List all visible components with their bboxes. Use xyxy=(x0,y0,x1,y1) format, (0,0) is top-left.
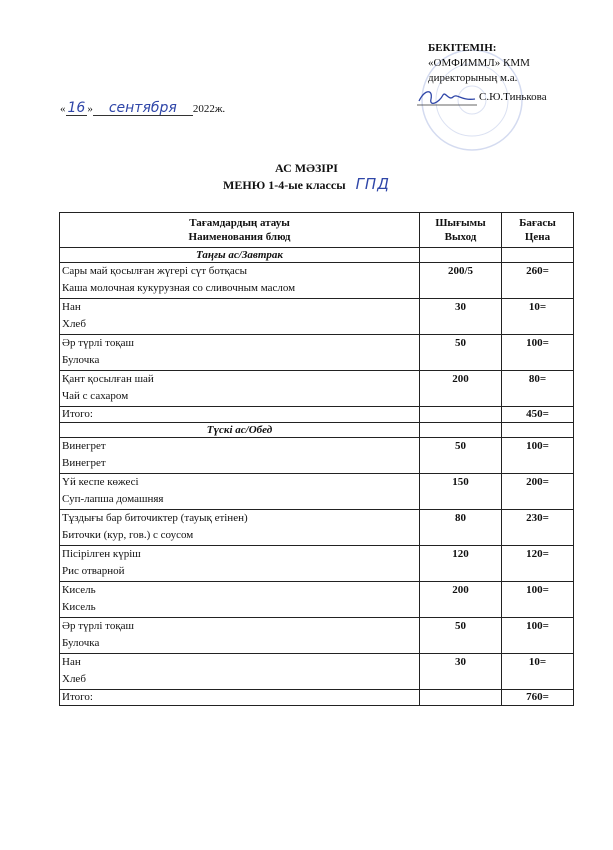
dish-name-kz: Әр түрлі тоқаш xyxy=(62,337,135,349)
dish-name-kz: Үй кеспе көжесі xyxy=(62,476,139,488)
dish-price: 200= xyxy=(502,474,574,510)
dish-yield: 200 xyxy=(420,371,502,407)
dish-name-ru: Кисель xyxy=(62,601,96,613)
dish-name-ru: Чай с сахаром xyxy=(62,390,129,402)
dish-name-ru: Каша молочная кукурузная со сливочным маслом xyxy=(62,282,296,294)
dish-name-kz: Винегрет xyxy=(62,440,106,452)
dish-yield: 50 xyxy=(420,618,502,654)
dish-name-ru: Булочка xyxy=(62,637,100,649)
header-price: Бағасы Цена xyxy=(502,213,574,248)
dish-price: 80= xyxy=(502,371,574,407)
dish-name-kz: Нан xyxy=(62,301,81,313)
section-label: Таңғы ас/Завтрак xyxy=(60,248,420,263)
date-day: 16 xyxy=(67,100,86,116)
approver-name: С.Ю.Тинькова xyxy=(479,91,547,103)
dish-price: 230= xyxy=(502,510,574,546)
dish-name-kz: Кисель xyxy=(62,584,96,596)
dish-yield: 150 xyxy=(420,474,502,510)
approval-heading: БЕКІТЕМІН: xyxy=(428,42,497,54)
dish-price: 100= xyxy=(502,438,574,474)
dish-name-kz: Әр түрлі тоқаш xyxy=(62,620,135,632)
table-row xyxy=(60,654,574,690)
dish-name-kz: Қант қосылған шай xyxy=(62,373,154,385)
total-label: Итого: xyxy=(60,690,420,706)
table-row xyxy=(60,510,574,546)
date-line xyxy=(60,101,225,116)
dish-yield: 200/5 xyxy=(420,263,502,299)
document-title: АС МӘЗІРІ xyxy=(275,161,338,175)
section-row-breakfast xyxy=(60,248,574,263)
total-label: Итого: xyxy=(60,407,420,423)
handwritten-signature xyxy=(417,87,477,109)
dish-yield: 30 xyxy=(420,654,502,690)
menu-table xyxy=(59,212,574,706)
header-dish-name: Тағамдардың атауы Наименования блюд xyxy=(60,213,420,248)
dish-yield: 80 xyxy=(420,510,502,546)
dish-name-kz: Нан xyxy=(62,656,81,668)
dish-name-kz: Пісірілген күріш xyxy=(62,548,141,560)
table-row xyxy=(60,546,574,582)
table-row xyxy=(60,618,574,654)
total-value: 760= xyxy=(502,690,574,706)
table-row xyxy=(60,474,574,510)
table-header-row xyxy=(60,213,574,248)
table-row xyxy=(60,335,574,371)
total-value: 450= xyxy=(502,407,574,423)
date-mid-quote: » xyxy=(87,103,93,115)
dish-name-ru: Хлеб xyxy=(62,318,86,330)
subtitle-text: МЕНЮ 1-4-ые классы xyxy=(223,178,346,192)
dish-name-kz: Сары май қосылған жүгері сүт ботқасы xyxy=(62,265,248,277)
dish-price: 260= xyxy=(502,263,574,299)
dish-price: 100= xyxy=(502,335,574,371)
dish-name-ru: Булочка xyxy=(62,354,100,366)
dish-yield: 50 xyxy=(420,335,502,371)
table-row xyxy=(60,582,574,618)
header-yield: Шығымы Выход xyxy=(420,213,502,248)
dish-price: 100= xyxy=(502,582,574,618)
dish-yield: 200 xyxy=(420,582,502,618)
dish-name-ru: Хлеб xyxy=(62,673,86,685)
table-row xyxy=(60,299,574,335)
total-row-lunch xyxy=(60,690,574,706)
section-row-lunch xyxy=(60,423,574,438)
dish-price: 10= xyxy=(502,654,574,690)
dish-price: 100= xyxy=(502,618,574,654)
dish-name-ru: Биточки (кур, гов.) с соусом xyxy=(62,529,194,541)
dish-name-ru: Винегрет xyxy=(62,457,106,469)
date-open-quote: « xyxy=(60,103,66,115)
approval-block xyxy=(428,41,530,86)
table-row xyxy=(60,371,574,407)
dish-yield: 50 xyxy=(420,438,502,474)
dish-name-kz: Тұздығы бар биточиктер (тауық етінен) xyxy=(62,512,248,524)
date-month: сентября xyxy=(93,101,193,116)
dish-name-ru: Суп-лапша домашняя xyxy=(62,493,164,505)
dish-price: 120= xyxy=(502,546,574,582)
total-row-breakfast xyxy=(60,407,574,423)
date-year: 2022ж. xyxy=(192,103,226,115)
handwritten-group: ГПД xyxy=(355,175,390,193)
approval-position: директорының м.а. xyxy=(428,72,518,84)
section-label: Түскі ас/Обед xyxy=(60,423,420,438)
table-row xyxy=(60,263,574,299)
table-row xyxy=(60,438,574,474)
dish-name-ru: Рис отварной xyxy=(62,565,125,577)
approval-org: «ОМФИММЛ» КММ xyxy=(428,57,530,69)
dish-yield: 120 xyxy=(420,546,502,582)
dish-yield: 30 xyxy=(420,299,502,335)
document-subtitle xyxy=(0,176,613,193)
dish-price: 10= xyxy=(502,299,574,335)
